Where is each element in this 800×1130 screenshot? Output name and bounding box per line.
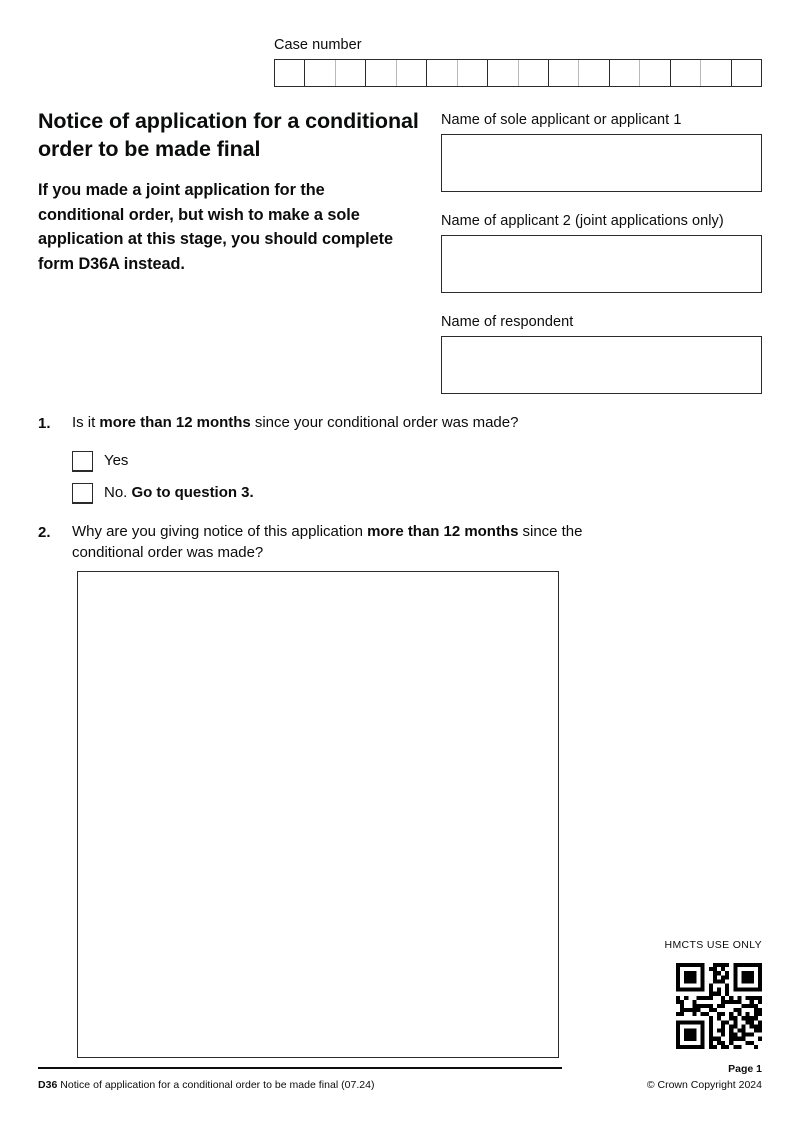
name-field-input[interactable] <box>441 134 762 192</box>
question-2-header <box>38 522 598 563</box>
hmcts-use-only-block <box>600 938 762 1049</box>
name-field-sole-applicant <box>441 111 762 192</box>
footer-page-number: Page 1 <box>728 1063 762 1075</box>
case-number-cell[interactable] <box>640 60 670 86</box>
footer-meta <box>647 1061 762 1093</box>
page-title: Notice of application for a conditional order to be made final <box>38 109 419 161</box>
question-2-answer-box[interactable] <box>77 571 559 1058</box>
case-number-cell[interactable] <box>732 60 761 86</box>
hmcts-use-only-label: HMCTS USE ONLY <box>664 939 762 951</box>
qr-code-icon <box>676 963 762 1049</box>
option-no-label <box>104 483 254 503</box>
case-number-block <box>274 36 762 87</box>
case-number-cell[interactable] <box>305 60 335 86</box>
case-number-cell[interactable] <box>275 60 305 86</box>
emphasis-text: more than 12 months <box>99 414 251 431</box>
case-number-cell[interactable] <box>519 60 549 86</box>
plain-text: Yes <box>104 452 129 469</box>
name-field-input[interactable] <box>441 336 762 394</box>
question-1 <box>38 413 598 511</box>
checkbox-no[interactable] <box>72 483 93 504</box>
name-field-label: Name of respondent <box>441 314 574 330</box>
case-number-cell[interactable] <box>671 60 701 86</box>
footer-copyright: © Crown Copyright 2024 <box>646 1079 762 1091</box>
question-2-text <box>72 522 598 563</box>
footer-divider <box>38 1067 562 1069</box>
question-1-number: 1. <box>38 415 51 432</box>
question-2-number: 2. <box>38 524 51 541</box>
name-field-label: Name of applicant 2 (joint applications only) <box>441 213 724 229</box>
footer-form-code: D36 <box>38 1079 58 1091</box>
case-number-cell[interactable] <box>701 60 731 86</box>
footer-form-description: Notice of application for a conditional order to be made final (07.24) <box>60 1079 375 1091</box>
plain-text: since the conditional order was made? <box>72 523 583 561</box>
case-number-input[interactable] <box>274 59 762 87</box>
question-2 <box>38 522 598 563</box>
question-1-header <box>38 413 598 434</box>
emphasis-text: Go to question 3. <box>131 484 254 501</box>
case-number-cell[interactable] <box>549 60 579 86</box>
plain-text: Is it <box>72 414 100 431</box>
case-number-cell[interactable] <box>458 60 488 86</box>
case-number-cell[interactable] <box>366 60 396 86</box>
plain-text: Why are you giving notice of this application <box>72 523 368 540</box>
emphasis-text: more than 12 months <box>367 523 519 540</box>
name-field-respondent <box>441 313 762 394</box>
case-number-cell[interactable] <box>579 60 609 86</box>
plain-text: since your conditional order was made? <box>250 414 519 431</box>
intro-text: If you made a joint application for the conditional order, but wish to make a sole application at this stage, you should complete form D36A instead. <box>38 181 394 273</box>
option-yes[interactable] <box>72 447 598 475</box>
question-1-text <box>72 413 598 434</box>
checkbox-yes[interactable] <box>72 451 93 472</box>
name-field-input[interactable] <box>441 235 762 293</box>
case-number-cell[interactable] <box>610 60 640 86</box>
case-number-cell[interactable] <box>397 60 427 86</box>
name-field-applicant-2 <box>441 212 762 293</box>
case-number-label: Case number <box>274 37 362 53</box>
option-no[interactable] <box>72 479 598 507</box>
case-number-cell[interactable] <box>336 60 366 86</box>
plain-text: No. <box>104 484 132 501</box>
name-field-label: Name of sole applicant or applicant 1 <box>441 112 682 128</box>
case-number-cell[interactable] <box>427 60 457 86</box>
case-number-cell[interactable] <box>488 60 518 86</box>
footer-form-reference <box>38 1078 375 1092</box>
option-yes-label <box>104 451 128 471</box>
question-1-options <box>72 447 598 507</box>
